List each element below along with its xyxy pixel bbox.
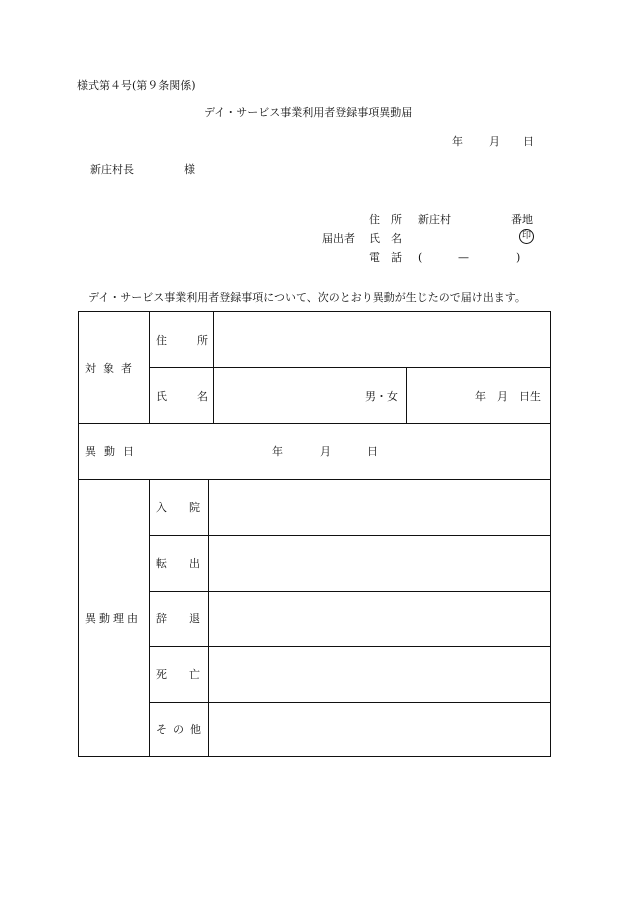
intro-text: デイ・サービス事業利用者登録事項について、次のとおり異動が生じたので届け出ます。 (88, 291, 526, 304)
change-date-day: 日 (367, 445, 378, 458)
seal-icon: 印 (519, 229, 534, 244)
birth-date-label: 年 月 日生 (475, 390, 541, 403)
applicant-name-label: 氏 名 (369, 232, 402, 245)
applicant-address-label: 住 所 (369, 213, 402, 226)
reason-label: 異動理由 (85, 612, 141, 625)
subject-label: 対象者 (85, 362, 139, 375)
date-year-label: 年 (452, 135, 463, 148)
applicant-phone-open: ( (418, 251, 423, 264)
change-date-label: 異動日 (85, 445, 142, 458)
applicant-banchi-label: 番地 (511, 213, 533, 226)
date-day-label: 日 (523, 135, 534, 148)
reason-relocation: 転出 (156, 557, 222, 570)
applicant-phone-label: 電 話 (369, 251, 402, 264)
applicant-phone-dash: — (458, 251, 469, 264)
change-date-year: 年 (272, 445, 283, 458)
applicant-phone-close: ) (516, 251, 521, 264)
change-form-table (78, 311, 551, 757)
reason-withdrawal: 辞退 (156, 612, 222, 625)
addressee-name: 新庄村長 (90, 163, 134, 176)
sex-options: 男・女 (365, 390, 398, 403)
reason-other: その他 (156, 723, 207, 736)
change-date-month: 月 (320, 445, 331, 458)
applicant-title: 届出者 (322, 232, 355, 245)
document-title: デイ・サービス事業利用者登録事項異動届 (204, 106, 413, 119)
address-label: 住所 (156, 334, 238, 347)
reason-death: 死亡 (156, 668, 222, 681)
applicant-address-value: 新庄村 (418, 213, 451, 226)
date-month-label: 月 (489, 135, 500, 148)
form-number: 様式第４号(第９条関係) (77, 79, 196, 92)
name-label: 氏名 (156, 390, 238, 403)
addressee-honorific: 様 (184, 163, 195, 176)
reason-admission: 入院 (156, 501, 222, 514)
